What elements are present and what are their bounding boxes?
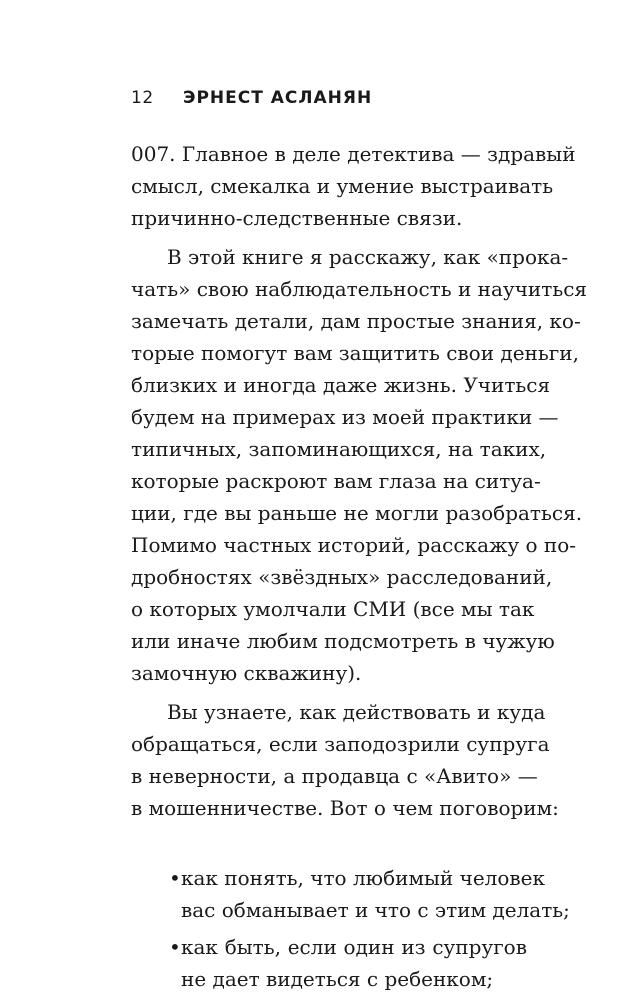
author-name: ЭРНЕСТ АСЛАНЯН <box>183 88 373 108</box>
paragraph <box>131 241 588 689</box>
text-line: замечать детали, дам простые знания, ко- <box>131 309 581 333</box>
list-item <box>131 931 527 995</box>
text-line: ции, где вы раньше не могли разобраться. <box>131 501 583 525</box>
bullet-line <box>131 894 570 926</box>
text-line: замочную скважину). <box>131 661 362 685</box>
text-line: Помимо частных историй, расскажу о по- <box>131 533 577 557</box>
bullet-text: как быть, если один из супругов <box>181 935 527 959</box>
bullet-text: как понять, что любимый человек <box>181 866 546 890</box>
bullet-line <box>131 963 527 995</box>
text-line: обращаться, если заподозрили супруга <box>131 732 550 756</box>
running-header <box>131 88 372 108</box>
text-line: смысл, смекалка и умение выстраивать <box>131 174 554 198</box>
bullet-text: вас обманывает и что с этим делать; <box>181 898 570 922</box>
text-line: Вы узнаете, как действовать и куда <box>167 700 546 724</box>
text-line: В этой книге я расскажу, как «прока- <box>167 245 569 269</box>
bullet-list <box>131 862 570 995</box>
text-line: 007. Главное в деле детектива — здравый <box>131 142 576 166</box>
paragraph <box>131 138 576 234</box>
page-number: 12 <box>131 88 154 108</box>
text-line: в мошенничестве. Вот о чем поговорим: <box>131 796 559 820</box>
text-line: в неверности, а продавца с «Авито» — <box>131 764 538 788</box>
bullet-icon: • <box>169 935 181 959</box>
bullet-text: не дает видеться с ребенком; <box>181 967 494 991</box>
text-line: причинно-следственные связи. <box>131 206 463 230</box>
text-line: торые помогут вам защитить свои деньги, <box>131 341 579 365</box>
body-text <box>131 138 588 995</box>
bullet-icon: • <box>169 866 181 890</box>
list-item <box>131 862 570 926</box>
bullet-line <box>131 862 546 894</box>
text-line: дробностях «звёздных» расследований, <box>131 565 553 589</box>
text-line: чать» свою наблюдательность и научиться <box>131 277 588 301</box>
bullet-line <box>131 931 527 963</box>
text-line: о которых умолчали СМИ (все мы так <box>131 597 535 621</box>
paragraph <box>131 696 559 824</box>
text-line: или иначе любим подсмотреть в чужую <box>131 629 555 653</box>
text-line: которые раскроют вам глаза на ситуа- <box>131 469 541 493</box>
text-line: типичных, запоминающихся, на таких, <box>131 437 547 461</box>
text-line: будем на примерах из моей практики — <box>131 405 559 429</box>
text-line: близких и иногда даже жизнь. Учиться <box>131 373 551 397</box>
